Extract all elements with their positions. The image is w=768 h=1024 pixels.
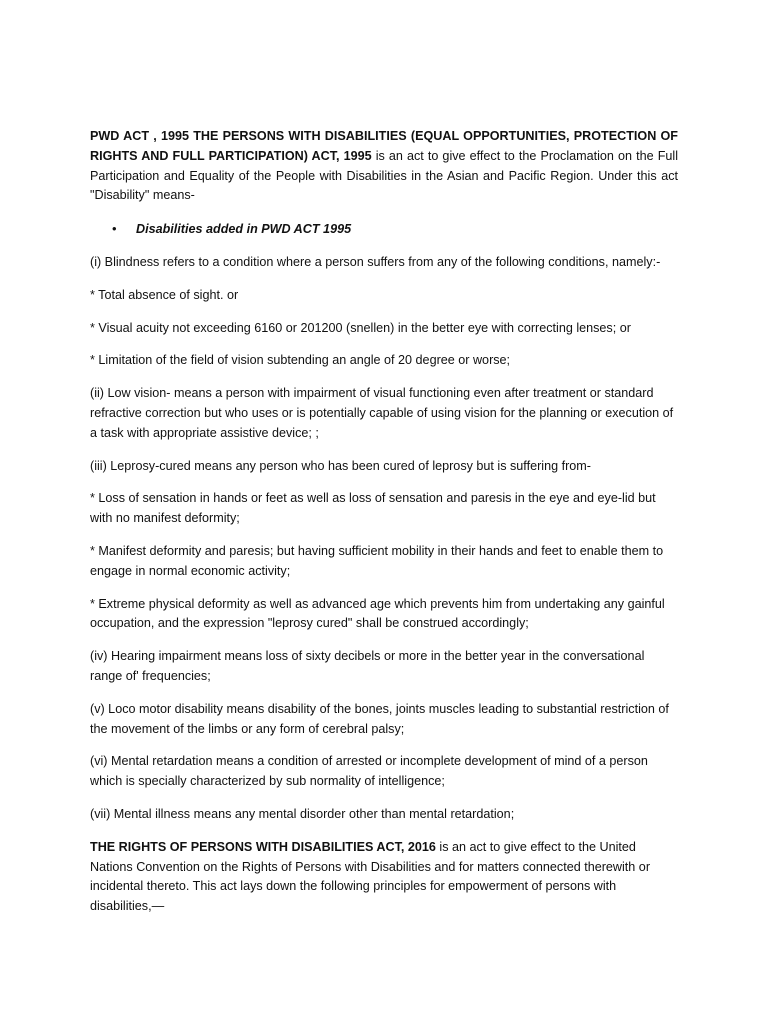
paragraph-loco-motor: (v) Loco motor disability means disability of the bones, joints muscles leading to substantial restriction of the movement of the limbs or any form of cerebral palsy; (90, 701, 669, 736)
paragraph-blindness: (i) Blindness refers to a condition where a person suffers from any of the following conditions, namely:- (90, 254, 661, 269)
paragraph-visual-acuity: * Visual acuity not exceeding 6160 or 201200 (snellen) in the better eye with correcting lenses; or (90, 320, 631, 335)
paragraph-loss-of-sensation: * Loss of sensation in hands or feet as well as loss of sensation and paresis in the eye and eye-lid but with no manifest deformity; (90, 491, 656, 526)
closing-paragraph (90, 838, 678, 917)
paragraph-mental-retardation: (vi) Mental retardation means a condition of arrested or incomplete development of mind of a person which is specially characterized by sub normality of intelligence; (90, 754, 648, 789)
document-body (90, 127, 678, 917)
closing-text: is an act to give effect to the United Nations Convention on the Rights of Persons with Disabilities and for matters connected therewith or incidental thereto. This act lays down the following principles for empowerment of persons with disabilities,— (90, 839, 651, 914)
paragraph-hearing-impairment: (iv) Hearing impairment means loss of sixty decibels or more in the better year in the conversational range of' frequencies; (90, 649, 645, 683)
bullet-item (90, 219, 678, 240)
paragraph-mental-illness: (vii) Mental illness means any mental disorder other than mental retardation; (90, 806, 515, 821)
intro-paragraph (90, 127, 678, 206)
paragraph-total-absence: * Total absence of sight. or (90, 287, 239, 302)
closing-act-title: THE RIGHTS OF PERSONS WITH DISABILITIES ACT, 2016 (90, 839, 436, 854)
paragraph-field-of-vision: * Limitation of the field of vision subtending an angle of 20 degree or worse; (90, 353, 511, 368)
paragraph-low-vision: (ii) Low vision- means a person with impairment of visual functioning even after treatment or standard refractive correction but who uses or is potentially capable of using vision for the planning or execution of a task with appropriate assistive device; ; (90, 386, 674, 440)
paragraph-leprosy-cured: (iii) Leprosy-cured means any person who has been cured of leprosy but is suffering from- (90, 458, 591, 473)
intro-text: is an act to give effect to the Proclamation on the Full Participation and Equality of the People with Disabilities in the Asian and Pacific Region. Under this act "Disability" means- (90, 148, 678, 203)
paragraph-extreme-deformity: * Extreme physical deformity as well as advanced age which prevents him from undertaking any gainful occupation, and the expression "leprosy cured" shall be construed accordingly; (90, 596, 665, 631)
intro-act-title: PWD ACT , 1995 THE PERSONS WITH DISABILITIES (EQUAL OPPORTUNITIES, PROTECTION OF RIGHTS AND FULL PARTICIPATION) ACT, 1995 (90, 129, 678, 163)
bullet-icon: • (112, 221, 117, 237)
paragraph-manifest-deformity: * Manifest deformity and paresis; but having sufficient mobility in their hands and feet to enable them to engage in normal economic activity; (90, 543, 664, 578)
bullet-heading: Disabilities added in PWD ACT 1995 (136, 222, 352, 237)
